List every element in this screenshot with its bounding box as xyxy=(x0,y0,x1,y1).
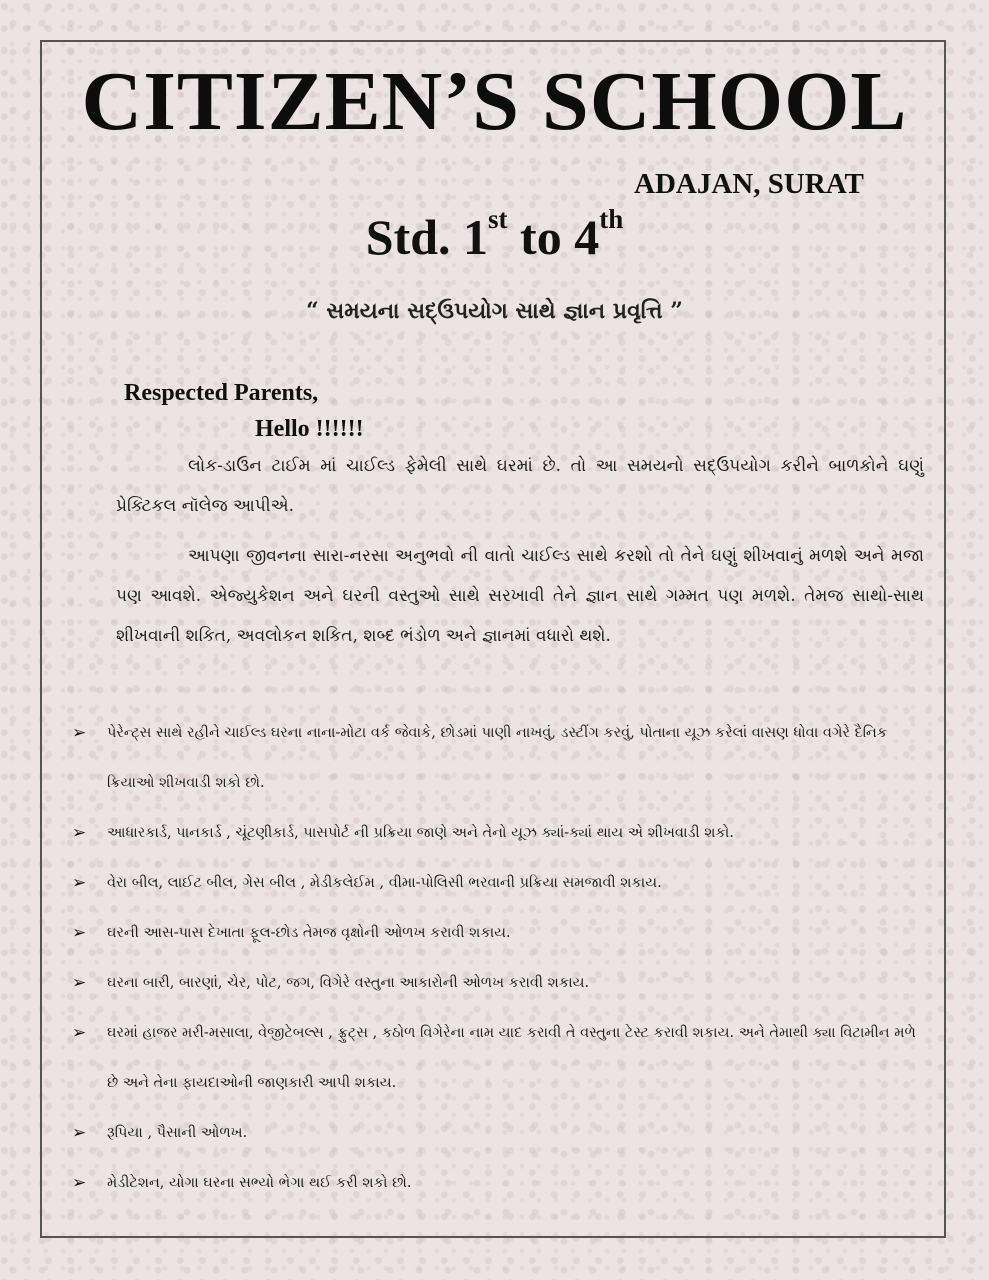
motto: “ સમયના સદ્ઉપયોગ સાથે જ્ઞાન પ્રવૃત્તિ ” xyxy=(306,298,683,324)
list-item xyxy=(72,808,922,858)
list-item-text: ઘરમાં હાજર મરી-મસાલા, વેજીટેબલ્સ , ફ્રુટ્સ , કઠોળ વિગેરેના નામ યાદ કરાવી તે વસ્તુના ટેસ્ટ કરાવી શકાય. અને તેમાથી ક્યા વિટામીન મળે છે અને તેના ફાયદાઓની જાણકારી આપી શકાય. xyxy=(107,1025,916,1091)
std-mid: to 4 xyxy=(507,209,600,265)
school-location: ADAJAN, SURAT xyxy=(634,168,864,200)
list-item xyxy=(72,858,922,908)
list-item-text: ઘરના બારી, બારણાં, ચેર, પોટ, જગ, વિગેરે વસ્તુના આકારોની ઓળખ કરાવી શકાય. xyxy=(107,975,590,991)
arrow-bullet-icon: ➢ xyxy=(72,823,87,843)
list-item-text: રૂપિયા , પૈસાની ઓળખ. xyxy=(107,1125,248,1141)
intro-paragraph: લોક-ડાઉન ટાઈમ માં ચાઈલ્ડ ફેમેલી સાથે ઘરમાં છે. તો આ સમયનો સદ્ઉપયોગ કરીને બાળકોને ઘણું પ્રેક્ટિકલ નૉલેજ આપીએ. xyxy=(116,456,924,516)
activity-list xyxy=(72,708,922,1208)
arrow-bullet-icon: ➢ xyxy=(72,1173,87,1193)
std-sup-first: st xyxy=(488,204,508,234)
greeting: Respected Parents, xyxy=(124,380,319,406)
list-item-text: ઘરની આસ-પાસ દેખાતા ફૂલ-છોડ તેમજ વૃક્ષોની ઓળખ કરાવી શકાય. xyxy=(107,925,511,941)
list-item-text: પેરેન્ટ્સ સાથે રહીને ચાઈલ્ડ ઘરના નાના-મોટા વર્ક જેવાકે, છોડમાં પાણી નાખવું, ડસ્ટીંગ કરવું, પોતાના યૂઝ કરેલાં વાસણ ધોવા વગેરે દૈનિક ક્રિયાઓ શીખવાડી શકો છો. xyxy=(107,725,888,791)
list-item-text: આધારકાર્ડ, પાનકાર્ડ , ચૂંટણીકાર્ડ, પાસપોર્ટ ની પ્રક્રિયા જાણે અને તેનો યૂઝ ક્યાં-ક્યાં થાય એ શીખવાડી શકો. xyxy=(107,825,734,841)
std-sup-last: th xyxy=(599,204,624,234)
school-name: CITIZEN’S SCHOOL xyxy=(81,55,908,148)
list-item xyxy=(72,908,922,958)
arrow-bullet-icon: ➢ xyxy=(72,723,87,743)
arrow-bullet-icon: ➢ xyxy=(72,1023,87,1043)
list-item xyxy=(72,1008,922,1108)
arrow-bullet-icon: ➢ xyxy=(72,973,87,993)
hello-line: Hello !!!!!! xyxy=(255,416,364,442)
body-paragraph: આપણા જીવનના સારા-નરસા અનુભવો ની વાતો ચાઈલ્ડ સાથે કરશો તો તેને ઘણું શીખવાનું મળશે અને મજા પણ આવશે. એજ્યુકેશન અને ઘરની વસ્તુઓ સાથે સરખાવી તેને જ્ઞાન સાથે ગમ્મત પણ મળશે. તેમજ સાથો-સાથ શીખવાની શકિત, અવલોકન શકિત, શબ્દ ભંડોળ અને જ્ઞાનમાં વધારો થશે. xyxy=(116,546,924,646)
list-item xyxy=(72,708,922,808)
list-item-text: મેડીટેશન, યોગા ઘરના સભ્યો ભેગા થઈ કરી શકો છો. xyxy=(107,1175,412,1191)
arrow-bullet-icon: ➢ xyxy=(72,1123,87,1143)
arrow-bullet-icon: ➢ xyxy=(72,923,87,943)
standard-range xyxy=(0,204,989,265)
arrow-bullet-icon: ➢ xyxy=(72,873,87,893)
list-item xyxy=(72,1108,922,1158)
list-item xyxy=(72,1158,922,1208)
list-item xyxy=(72,958,922,1008)
list-item-text: વેરા બીલ, લાઈટ બીલ, ગેસ બીલ , મેડીકલેઈમ , વીમા-પોલિસી ભરવાની પ્રક્રિયા સમજાવી શકાય. xyxy=(107,875,662,891)
std-prefix: Std. 1 xyxy=(365,209,489,265)
